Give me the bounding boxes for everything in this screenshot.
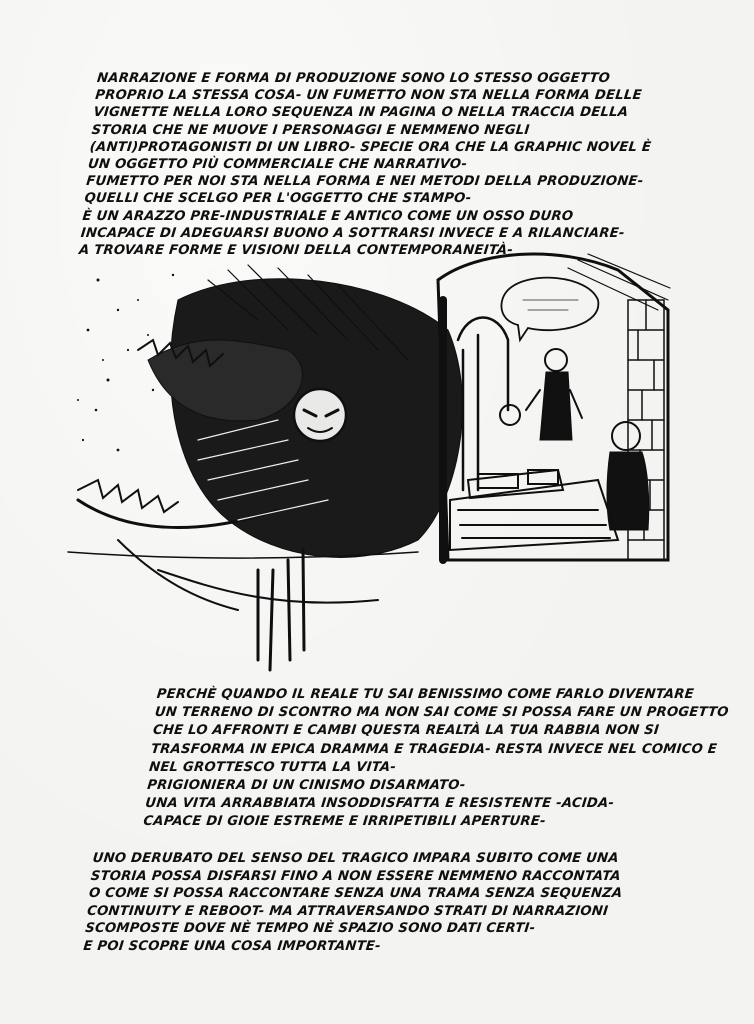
text-line: UNA VITA ARRABBIATA INSODDISFATTA E RESISTENTE -ACIDA- <box>144 796 615 812</box>
text-line: QUELLI CHE SCELGO PER L'OGGETTO CHE STAMPO- <box>83 191 473 207</box>
text-line: CHE LO AFFRONTI E CAMBI QUESTA REALTÀ LA TUA RABBIA NON SI <box>152 723 660 739</box>
middle-paragraph <box>142 686 730 832</box>
text-line: STORIA POSSA DISFARSI FINO A NON ESSERE NEMMENO RACCONTATA <box>90 868 622 884</box>
text-line: E POI SCOPRE UNA COSA IMPORTANTE- <box>82 938 382 954</box>
text-line: VIGNETTE NELLA LORO SEQUENZA IN PAGINA O NELLA TRACCIA DELLA <box>92 105 629 121</box>
text-line: TRASFORMA IN EPICA DRAMMA E TRAGEDIA- RESTA INVECE NEL COMICO E <box>150 741 718 757</box>
text-line: INCAPACE DI ADEGUARSI BUONO A SOTTRARSI INVECE E A RILANCIARE- <box>79 225 626 241</box>
speech-bubble <box>501 278 598 340</box>
text-line: UN OGGETTO PIÙ COMMERCIALE CHE NARRATIVO- <box>87 157 468 173</box>
shop-scene <box>438 254 670 560</box>
text-line: FUMETTO PER NOI STA NELLA FORMA E NEI METODI DELLA PRODUZIONE- <box>85 174 645 190</box>
text-line: UN TERRENO DI SCONTRO MA NON SAI COME SI POSSA FARE UN PROGETTO <box>154 705 730 721</box>
standing-person <box>526 349 582 440</box>
text-line: NEL GROTTESCO TUTTA LA VITA- <box>148 759 397 775</box>
text-line: (ANTI)PROTAGONISTI DI UN LIBRO- SPECIE ORA CHE LA GRAPHIC NOVEL È <box>89 139 652 155</box>
text-line: CONTINUITY E REBOOT- MA ATTRAVERSANDO STRATI DI NARRAZIONI <box>86 903 609 919</box>
small-figure <box>500 405 520 425</box>
text-line: SCOMPOSTE DOVE NÈ TEMPO NÈ SPAZIO SONO DATI CERTI- <box>84 921 536 937</box>
text-line: PERCHÈ QUANDO IL REALE TU SAI BENISSIMO COME FARLO DIVENTARE <box>155 687 695 702</box>
closing-paragraph <box>82 850 633 956</box>
counter <box>450 470 618 550</box>
text-line: È UN ARAZZO PRE-INDUSTRIALE E ANTICO COME UN OSSO DURO <box>81 208 574 224</box>
monster-figure <box>68 265 462 670</box>
text-line: O COME SI POSSA RACCONTARE SENZA UNA TRAMA SENZA SEQUENZA <box>88 886 624 902</box>
text-line: STORIA CHE NE MUOVE I PERSONAGGI E NEMMENO NEGLI <box>90 122 531 138</box>
text-line: PRIGIONIERA DI UN CINISMO DISARMATO- <box>146 778 467 794</box>
text-line: UNO DERUBATO DEL SENSO DEL TRAGICO IMPARA SUBITO COME UNA <box>91 851 620 866</box>
text-line: PROPRIO LA STESSA COSA- UN FUMETTO NON STA NELLA FORMA DELLE <box>94 88 643 104</box>
text-line: NARRAZIONE E FORMA DI PRODUZIONE SONO LO STESSO OGGETTO <box>96 71 611 86</box>
ink-illustration <box>58 240 684 680</box>
intro-paragraph <box>78 70 658 259</box>
text-line: A TROVARE FORME E VISIONI DELLA CONTEMPORANEITÀ- <box>78 243 514 259</box>
text-line: CAPACE DI GIOIE ESTREME E IRRIPETIBILI APERTURE- <box>142 814 547 830</box>
